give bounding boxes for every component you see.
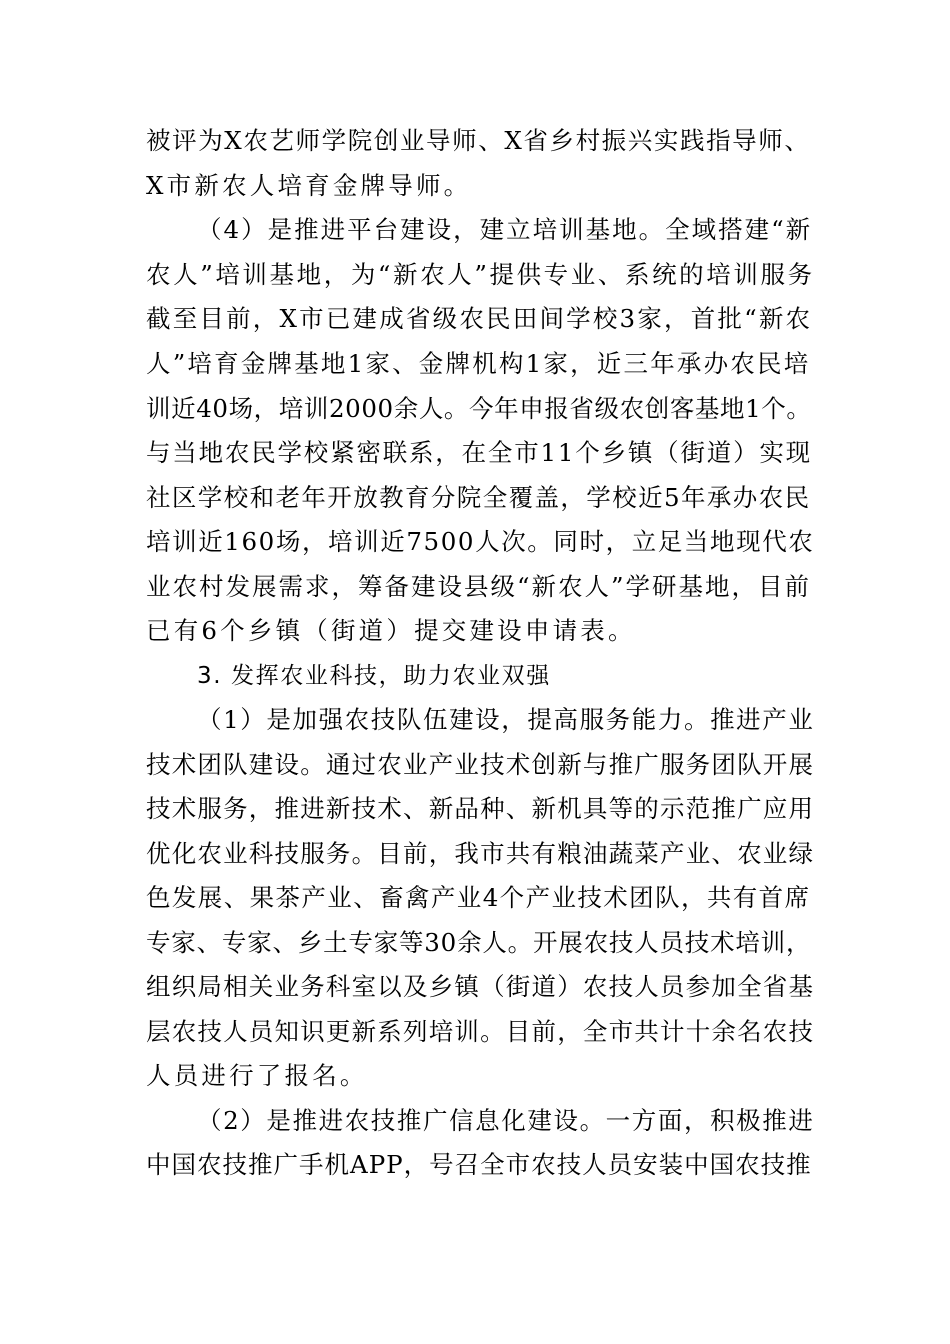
text-line: 中国农技推广手机APP，号召全市农技人员安装中国农技推	[146, 1150, 812, 1179]
text-line: 业农村发展需求，筹备建设县级“新农人”学研基地，目前	[146, 572, 812, 601]
text-line: 人员进行了报名。	[146, 1061, 368, 1090]
text-line: 培训近160场，培训近7500人次。同时，立足当地现代农	[146, 527, 815, 556]
text-line: 技术团队建设。通过农业产业技术创新与推广服务团队开展	[146, 750, 815, 779]
text-line: 截至目前，X市已建成省级农民田间学校3家，首批“新农	[146, 304, 813, 333]
paragraph-4-start: （4）是推进平台建设，建立培训基地。全域搭建“新	[197, 215, 813, 244]
text-line: X市新农人培育金牌导师。	[146, 171, 472, 200]
paragraph-2-start: （2）是推进农技推广信息化建设。一方面，积极推进	[197, 1106, 815, 1135]
text-line: 与当地农民学校紧密联系，在全市11个乡镇（街道）实现	[146, 438, 812, 467]
text-line: 色发展、果茶产业、畜禽产业4个产业技术团队，共有首席	[146, 883, 811, 912]
text-line: 社区学校和老年开放教育分院全覆盖，学校近5年承办农民	[146, 483, 811, 512]
text-line: 已有6个乡镇（街道）提交建设申请表。	[146, 616, 636, 645]
text-line: 人”培育金牌基地1家、金牌机构1家，近三年承办农民培	[146, 349, 811, 378]
text-line: 训近40场，培训2000余人。今年申报省级农创客基地1个。	[146, 394, 812, 423]
text-line: 优化农业科技服务。目前，我市共有粮油蔬菜产业、农业绿	[146, 839, 815, 868]
paragraph-1-start: （1）是加强农技队伍建设，提高服务能力。推进产业	[197, 705, 815, 734]
text-line: 专家、专家、乡土专家等30余人。开展农技人员技术培训，	[146, 928, 812, 957]
text-line: 组织局相关业务科室以及乡镇（街道）农技人员参加全省基	[146, 972, 815, 1001]
section-heading: 3. 发挥农业科技，助力农业双强	[197, 663, 551, 689]
text-line: 技术服务，推进新技术、新品种、新机具等的示范推广应用	[146, 794, 815, 823]
text-line: 层农技人员知识更新系列培训。目前，全市共计十余名农技	[146, 1017, 815, 1046]
text-line: 被评为X农艺师学院创业导师、X省乡村振兴实践指导师、	[146, 126, 811, 155]
text-line: 农人”培训基地，为“新农人”提供专业、系统的培训服务	[146, 260, 815, 289]
